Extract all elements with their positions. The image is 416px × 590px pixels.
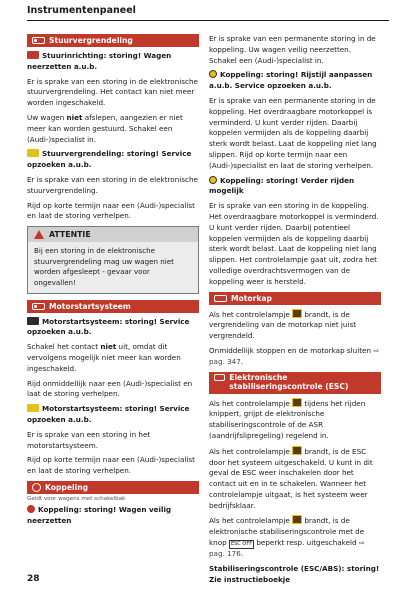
paragraph: Als het controlelampje brandt, is de ESC door het systeem uitgeschakeld. U kunt in dit geval de ESC weer inschakelen door het contact uit en in te schakelen. Wanneer het controlelampje uitgaat, is het systeem weer bedrijfsklaar. xyxy=(209,446,373,510)
warning-heading: Stuurvergrendeling: storing! Service opzoeken a.u.b. xyxy=(27,149,192,170)
paragraph: Als het controlelampje tijdens het rijden knippert, grijpt de elektronische stabiliseringscontrole of de ASR (aandrijfslipregeling) regelend in. xyxy=(209,398,366,440)
warning-heading: Stabiliseringscontrole (ESC/ABS): storing! Zie instructieboekje xyxy=(209,563,380,584)
page-number: 28 xyxy=(27,574,40,584)
attention-box xyxy=(27,226,199,293)
left-column xyxy=(27,34,199,530)
section-heading-clutch xyxy=(27,481,199,494)
warning-heading: Koppeling: storing! Rijstijl aanpassen a.u.b. Service opzoeken a.u.b. xyxy=(209,70,373,91)
section-heading-steering-lock xyxy=(27,34,199,47)
page-link[interactable]: ⇨ pag. 347 xyxy=(209,345,380,366)
esc-lamp-icon xyxy=(292,398,302,407)
paragraph: Als het controlelampje brandt, is de vergrendeling van de motorkap niet juist vergrendeld. xyxy=(209,309,357,341)
warning-heading: Motorstartsysteem: storing! Service opzoeken a.u.b. xyxy=(27,404,190,424)
steering-lamp-yellow-icon xyxy=(27,149,39,157)
paragraph: Er is sprake van een permanente storing in de koppeling. Het overdraagbare motorkoppel is verminderd. U kunt verder rijden. Daarbij koppelen vermijden als de koppeling daarbij sterk wordt belast. Laat de koppeling niet lang slippen. Rijd op korte termijn naar een (Audi-)specialist en laat de storing verhelpen. xyxy=(209,95,377,170)
attention-heading: ATTENTIE xyxy=(28,227,198,242)
bonnet-lamp-icon xyxy=(292,309,302,318)
esc-off-lamp-icon xyxy=(292,515,302,524)
section-title: Motorkap xyxy=(231,293,272,303)
esc-lamp-icon xyxy=(292,446,302,455)
steering-lock-icon xyxy=(32,37,45,44)
attention-body: Bij een storing in de elektronische stuurvergrendeling mag uw wagen niet worden afgesleept - gevaar voor ongevallen! xyxy=(28,242,198,292)
paragraph: Uw wagen niet afslepen, aangezien er niet meer kan worden gestuurd. Schakel een (Audi-)specialist in. xyxy=(27,112,183,144)
section-title: Elektronische stabiliseringscontrole (ESC) xyxy=(229,372,349,392)
esc-off-button-icon: ESC OFF xyxy=(230,541,253,548)
section-heading-bonnet xyxy=(209,292,381,305)
paragraph: Rijd op korte termijn naar een (Audi-)specialist en laat de storing verhelpen. xyxy=(27,200,195,221)
header-rule xyxy=(27,20,389,21)
clutch-lamp-yellow-icon xyxy=(209,176,217,184)
warning-triangle-icon xyxy=(34,230,44,239)
paragraph: Er is sprake van een permanente storing in de koppeling. Uw wagen veilig neerzetten. Schakel een (Audi-)specialist in. xyxy=(209,34,376,65)
section-title: Stuurvergrendeling xyxy=(49,36,133,45)
section-title: Koppeling xyxy=(45,482,89,492)
clutch-icon xyxy=(32,483,41,492)
bonnet-icon xyxy=(214,295,227,302)
key-lamp-yellow-icon xyxy=(27,404,39,412)
paragraph: Er is sprake van een storing in de elektronische stuurvergrendeling. xyxy=(27,174,198,195)
warning-heading: Stuurinrichting: storing! Wagen neerzetten a.u.b. xyxy=(27,51,172,71)
section-heading-esc xyxy=(209,372,381,394)
clutch-lamp-yellow-icon xyxy=(209,70,217,78)
page-title: Instrumentenpaneel xyxy=(27,5,136,16)
steering-lamp-red-icon xyxy=(27,51,39,59)
warning-heading: Koppeling: storing! Wagen veilig neerzetten xyxy=(27,504,172,525)
page-header xyxy=(0,0,416,24)
key-lamp-red-icon xyxy=(27,317,39,325)
paragraph: Er is sprake van een storing in de elektronische stuurvergrendeling. Het contact kan niet meer worden ingeschakeld. xyxy=(27,76,198,108)
esc-icon xyxy=(214,374,225,381)
paragraph: Schakel het contact niet uit, omdat dit vervolgens mogelijk niet meer kan worden ingeschakeld. xyxy=(27,342,181,373)
section-subtitle: Geldt voor wagens met schakelbak xyxy=(27,495,126,502)
paragraph: Er is sprake van een storing in het motorstartsysteem. xyxy=(27,429,151,450)
section-title: Motorstartsysteem xyxy=(49,301,131,311)
key-icon xyxy=(32,303,45,310)
paragraph: Rijd op korte termijn naar een (Audi-)specialist en laat de storing verhelpen. xyxy=(27,455,195,476)
warning-heading: Koppeling: storing! Verder rijden mogelijk xyxy=(209,175,355,196)
paragraph: Rijd onmiddellijk naar een (Audi-)specialist en laat de storing verhelpen. xyxy=(27,378,193,399)
paragraph: Er is sprake van een storing in de koppeling. Het overdraagbare motorkoppel is verminderd. U kunt verder rijden. Daarbij potentieel koppelen vermijden als de koppeling daarbij sterk wordt belast. Laat de koppeling niet lang slippen. Het controlelampje gaat uit, zodra het volledige overdrachtsvermogen van de koppeling weer is hersteld. xyxy=(209,201,379,286)
page-link[interactable]: ⇨ pag. 176 xyxy=(209,538,365,559)
warning-heading: Motorstartsysteem: storing! Service opzoeken a.u.b. xyxy=(27,316,190,337)
paragraph: Als het controlelampje brandt, is de elektronische stabiliseringscontrole met de knop ESC OFF beperkt resp. uitgeschakeld ⇨ pag. 176. xyxy=(209,516,365,559)
right-column xyxy=(209,34,381,589)
clutch-lamp-red-icon xyxy=(27,505,35,513)
section-heading-engine-start xyxy=(27,300,199,313)
paragraph: Onmiddellijk stoppen en de motorkap sluiten ⇨ pag. 347. xyxy=(209,345,380,366)
